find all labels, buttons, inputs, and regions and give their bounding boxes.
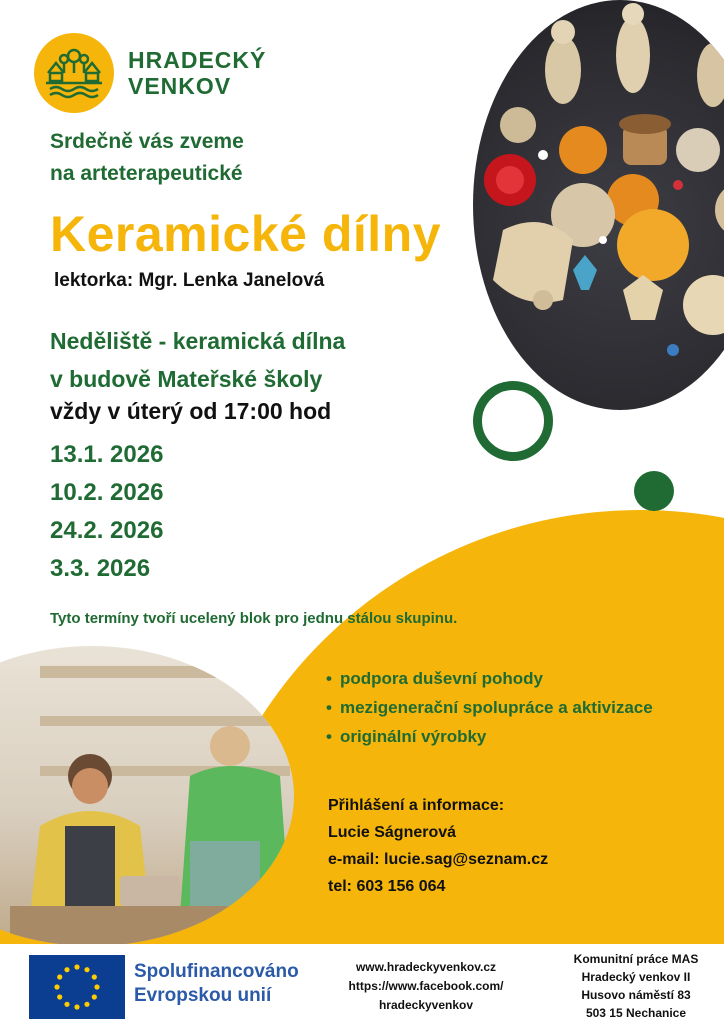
- logo-emblem: [34, 33, 114, 113]
- benefit-item: • originální výrobky: [326, 722, 653, 751]
- event-time: vždy v úterý od 17:00 hod: [50, 398, 332, 424]
- green-dot-decoration: [634, 471, 674, 511]
- contact-heading: Přihlášení a informace:: [328, 797, 505, 814]
- eu-cofunding-text: [134, 960, 299, 1008]
- website-link[interactable]: www.hradeckyvenkov.cz: [355, 960, 497, 974]
- ceramics-photo: [473, 0, 724, 410]
- date-item: 24.2. 2026: [50, 517, 164, 544]
- footer: [0, 944, 724, 1024]
- contact-phone[interactable]: tel: 603 156 064: [328, 878, 446, 895]
- eu-line-2: Evropskou unií: [134, 985, 272, 1006]
- location: [50, 322, 345, 398]
- contact-email[interactable]: e-mail: lucie.sag@seznam.cz: [328, 851, 549, 868]
- benefits-list: [326, 664, 653, 751]
- logo-line-1: HRADECKÝ: [128, 47, 267, 73]
- eu-line-1: Spolufinancováno: [134, 961, 299, 982]
- facebook-link[interactable]: https://www.facebook.com/: [348, 979, 504, 993]
- org-line-2: Hradecký venkov II: [581, 970, 691, 984]
- logo-text: [128, 47, 266, 99]
- eu-stars-icon: [29, 955, 125, 1019]
- logo-line-2: VENKOV: [128, 73, 232, 99]
- green-ring-decoration: [473, 381, 553, 461]
- contact-info: [328, 792, 548, 900]
- date-item: 10.2. 2026: [50, 479, 164, 506]
- event-dates: [50, 436, 163, 588]
- org-line-4: 503 15 Nechanice: [585, 1006, 687, 1020]
- benefit-item: • podpora duševní pohody: [326, 664, 653, 693]
- location-line-1: Neděliště - keramická dílna: [50, 328, 346, 354]
- org-line-1: Komunitní práce MAS: [573, 952, 699, 966]
- date-item: 13.1. 2026: [50, 441, 164, 468]
- facebook-link-cont[interactable]: hradeckyvenkov: [378, 998, 474, 1012]
- eu-flag-icon: [29, 955, 125, 1019]
- contact-name: Lucie Ságnerová: [328, 824, 457, 841]
- organization-address: [556, 950, 716, 1022]
- benefit-item: • mezigenerační spolupráce a aktivizace: [326, 693, 653, 722]
- web-links: [336, 958, 516, 1015]
- org-line-3: Husovo náměstí 83: [581, 988, 691, 1002]
- lecturer: lektorka: Mgr. Lenka Janelová: [54, 270, 325, 291]
- ceramics-illustration: [473, 0, 724, 410]
- date-item: 3.3. 2026: [50, 555, 151, 582]
- invitation-text: [50, 126, 244, 190]
- logo: [34, 33, 266, 113]
- page-title: Keramické dílny: [50, 206, 442, 262]
- village-icon: [42, 45, 106, 101]
- invitation-line-2: na arteterapeutické: [50, 162, 243, 185]
- invitation-line-1: Srdečně vás zveme: [50, 130, 244, 153]
- group-note: Tyto termíny tvoří ucelený blok pro jednu stálou skupinu.: [50, 610, 458, 627]
- location-line-2: v budově Mateřské školy: [50, 366, 323, 392]
